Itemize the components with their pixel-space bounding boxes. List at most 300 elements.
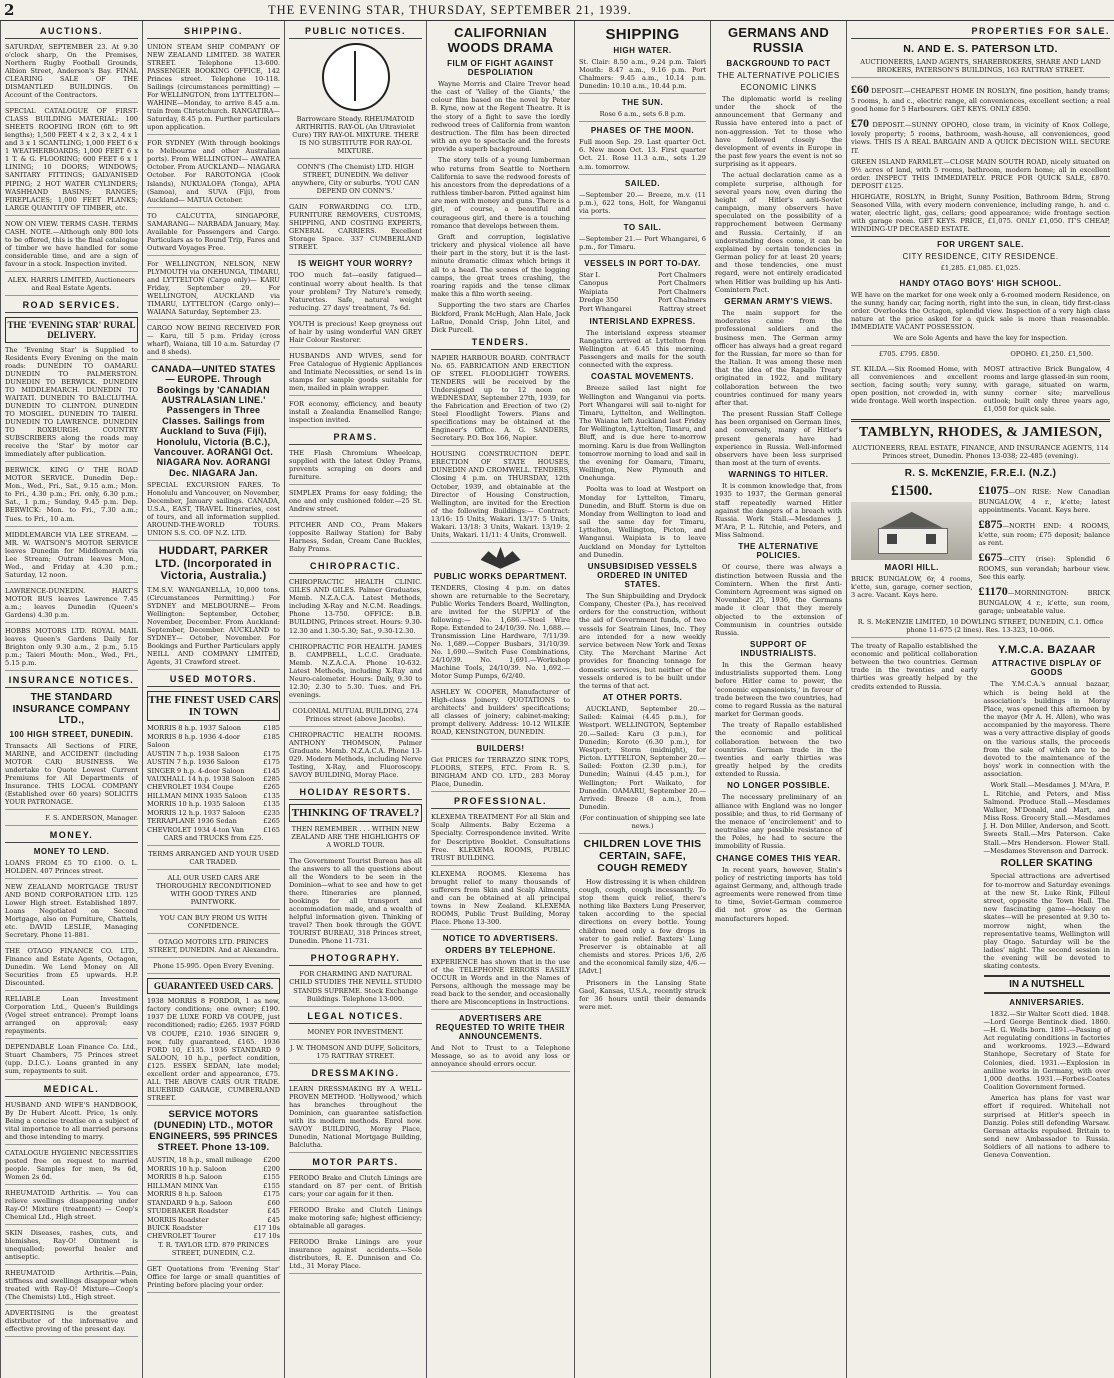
- no-longer-heading: NO LONGER POSSIBLE.: [727, 781, 830, 791]
- moon-phases: Full moon Sep. 29. Last quarter Oct. 6. New moon Oct. 13. First quarter Oct. 21. Rose 11.3 a.m., sets 1.29 a.m. tomorrow.: [579, 138, 706, 174]
- otago-motors: OTAGO MOTORS LTD. PRINCES STREET, DUNEDIN. And at Alexandra.: [147, 938, 280, 958]
- used-car-row-label: MORRIS 8 h.p. Saloon: [147, 1190, 223, 1199]
- simplex-ad: SIMPLEX Prams for easy folding; the one and only cushioned folder.—25 St. Andrew street.: [289, 489, 422, 517]
- vessels-list: [579, 271, 706, 314]
- article-title-woods[interactable]: CALIFORNIAN WOODS DRAMA: [447, 25, 554, 55]
- money-investment: MONEY FOR INVESTMENT.: [289, 1028, 422, 1040]
- thinking-travel: THINKING OF TRAVEL?: [289, 804, 422, 822]
- dependable-loan-ad: DEPENDABLE Loan Finance Co. Ltd., Stuart Chambers, 75 Princes street (upp. D.I.C.). Loans granted in any sum, repayments to suit.: [5, 1043, 138, 1079]
- vessel-row: [579, 305, 706, 314]
- section-professional: PROFESSIONAL.: [431, 796, 570, 809]
- used-car-row-value: £175: [263, 749, 280, 758]
- column-5: [574, 21, 710, 1378]
- colonial-mutual: COLONIAL MUTUAL BUILDING, 274 Princes street (above Jacobs).: [289, 707, 422, 727]
- used-car-row-value: £155: [263, 1181, 280, 1190]
- mckenzie-ltd: R. S. McKENZIE LIMITED, 10 DOWLING STREET, DUNEDIN, C.1. Office phone 11-675 (2 lines). Res. 13-323, 10-066.: [851, 618, 1110, 638]
- used-car-row-value: £17 10s: [253, 1232, 280, 1241]
- to-sail-list: —September 21.— Port Whangarei, 6 p.m., for Timaru.: [579, 235, 706, 255]
- used-car-row-label: MORRIS 8 h.p. Saloon: [147, 1173, 223, 1182]
- hobbs-motors: HOBBS MOTORS LTD. ROYAL MAIL leaves Queen's Gardens Daily for Brighton only 9.30 a.m., 2 p.m., 5.15 p.m.; Taieri Mouth: Mon., Wed., Fri., 5.15 p.m.: [5, 627, 138, 671]
- used-car-row: [147, 809, 280, 817]
- used-car-row-label: HILLMAN MINX 1935 Saloon: [147, 791, 248, 800]
- catalogue-ad: CATALOGUE HYGIENIC NECESSITIES posted free on request to married people. Samples for men, 9s 6d, Women 2s 6d.: [5, 1149, 138, 1185]
- sun-heading: THE SUN.: [621, 98, 664, 108]
- ferodo-ad-3: FERODO Brake Linings are your insurance against accidents.—Sole distributors, R. E. Dunnison and Co. Ltd., 31 Moray Place.: [289, 1238, 422, 1274]
- article-paragraph: Graft and corruption, legislative trickery and physical violence all have their part in the story, but it is the last-minute dramatic climax which brings it all to a head. The scenes of the logging camps, the great trees crashing, the roaring rapids and the tense climax make this a film worth seeing.: [431, 232, 570, 299]
- loans-ad: LOANS FROM £5 TO £100. O. L. HOLDEN. 407 Princes street.: [5, 859, 138, 879]
- used-car-row: [147, 783, 280, 791]
- other-ports-heading: AT OTHER PORTS.: [602, 693, 683, 703]
- high-water-heading: HIGH WATER.: [613, 46, 672, 56]
- rayol-ad: Barrowcare Steady. RHEUMATOID ARTHRITIS. RAY-OL (An Ultraviolet Cure) TRY RAY-OL MIXTURE. THERE IS NO SUBSTITUTE FOR RAY-OL MIXTURE.: [289, 115, 422, 159]
- used-car-row: [147, 792, 280, 800]
- money-to-lend: MONEY TO LEND.: [33, 846, 110, 856]
- property-description: DEPOSIT.—CHEAPEST HOME IN ROSLYN, fine position, handy trams; 5 rooms, h. and c., electric range, all conveniences, excellent section; a real good home for 5 Harbourers. GET KEYS. ONLY £850.: [851, 87, 1110, 113]
- vessel-row: [579, 288, 706, 297]
- nutshell-banner: IN A NUTSHELL: [984, 975, 1111, 994]
- used-car-row-value: £145: [263, 766, 280, 775]
- used-car-row-value: £265: [263, 783, 280, 792]
- vessel-row: [579, 271, 706, 280]
- chiropractic-giles: CHIROPRACTIC HEALTH CLINIC. GILES AND GILES. Palmer Graduates, Memb. N.Z.A.C.A. Latest Methods, including X-Ray and N.C.M. Readings. Phone 13-750. OFFICE: B.B. BUILDING, Princes street. Hours: 9.30-12.30 and 1.30-5.30; Sat., 9.30-12.30.: [289, 578, 422, 638]
- used-car-row: [147, 1156, 280, 1164]
- section-medical: MEDICAL.: [5, 1084, 138, 1097]
- article-paragraph: It is common knowledge that, from 1935 to 1937, the German general staff repeatedly warned Hitler against the dangers of a breach with Russia. Work Stall.—Mesdames J. M'Ara, P. L. Ritchie, and Peters, and Miss Salmond.: [715, 482, 842, 540]
- finest-used-cars: THE FINEST USED CARS IN TOWN: [147, 691, 280, 721]
- canada-heading: CANADA—UNITED STATES— EUROPE. Through Bookings by 'CANADIAN AUSTRALASIAN LINE.' Passengers in Three Classes. Sailings from Auckland to Suva (Fiji), Honolulu, Victoria (B.C.), Vancouver. AORANGI Oct. NIAGARA Nov. AORANGI Dec. NIAGARA Jan.: [151, 364, 276, 478]
- vessel-row: [579, 279, 706, 288]
- auctioneer: ALEX. HARRIS LIMITED, Auctioneers and Real Estate Agents.: [5, 276, 138, 296]
- used-car-row-label: CHEVROLET 1934 Coupe: [147, 783, 234, 792]
- used-car-row: [147, 1190, 280, 1198]
- article-paragraph: The story tells of a young lumberman who returns from Seattle to Northern California to save the redwood forests of his ancestors from the depredations of a ruthless timber-baron. Pitted against him are men with money and guns. There is a girl, of course, a beautiful and courageous girl, and there is a touching romance that develops between them.: [431, 156, 570, 230]
- green-island-listing: GREEN ISLAND FARMLET.—CLOSE MAIN SOUTH ROAD, nicely situated on 9½ acres of land, with 5 rooms, bathroom, modern home; all in excellent order. INSPECT THIS IMMEDIATELY. PRICE FOR QUICK SALE, £870. DEPOSIT £125.: [851, 157, 1110, 190]
- property-listing: [978, 550, 1110, 581]
- pwd-caption: PUBLIC WORKS DEPARTMENT.: [433, 571, 568, 581]
- city-residence: CITY RESIDENCE, CITY RESIDENCE.: [902, 251, 1059, 261]
- masthead: [0, 0, 1114, 21]
- vessel-row-label: Star I.: [579, 270, 601, 279]
- highgate-listing: HIGHGATE, ROSLYN, in Bright, Sunny Position, Bathroom Bdrm, Strong Seasoned Villa, with every modern convenience, including range, h. and c. water, electric light, gas, cellars; good appearance; wide frontage section with garage room. GET KEYS. PRICE, £1,075. ONLY £1,050. IT'S CHEAP, WINDING-UP DECEASED ESTATE.: [851, 192, 1110, 233]
- used-cars-list: [147, 724, 280, 834]
- notice-advertisers: NOTICE TO ADVERTISERS.: [442, 933, 559, 943]
- economy-ad: FOR economy, efficiency, and beauty install a Zealandia Enamelled Range; inspection invited.: [289, 400, 422, 428]
- section-public-notices: PUBLIC NOTICES.: [289, 26, 422, 39]
- used-car-row: [147, 817, 280, 825]
- vessel-row-value: Port Chalmers: [657, 296, 706, 305]
- klexema-ad-2: KLEXEMA ROOMS. Klexema has brought relief to many thousands of sufferers from Skin and Scalp Ailments, and can be obtained at all principal towns in New Zealand. KLEXEMA ROOMS, Public Trust Building, Moray Place. Phone 13-300.: [431, 870, 570, 930]
- used-car-row-label: BUICK Roadster: [147, 1223, 203, 1232]
- change-heading: CHANGE COMES THIS YEAR.: [716, 853, 841, 863]
- lower-left: [851, 642, 978, 1163]
- chiropractic-thomson: CHIROPRACTIC HEALTH ROOMS. ANTHONY THOMSON, Palmer Graduate. Memb. N.Z.A.C.A. Phone 13-029. Modern Methods, including Nerve Testing, X-Ray, and Fluoroscopy. SAVOY BUILDING, Moray Place.: [289, 731, 422, 783]
- section-holiday-resorts: HOLIDAY RESORTS.: [289, 787, 422, 800]
- lawrence-service: LAWRENCE-DUNEDIN. HART'S MOTOR BUS leaves Lawrence 7.45 a.m.; leaves Dunedin (Queen's Gardens) 4.30 p.m.: [5, 587, 138, 623]
- rheumatoid-ad: RHEUMATOID Arthritis. — You can relieve swellings disappearing under Ray-O! Mixture (treatment) — Coop's Chemical Ltd., High street.: [5, 1189, 138, 1225]
- orders-telephone: ORDERS BY TELEPHONE.: [445, 945, 556, 955]
- used-car-row: [147, 1165, 280, 1173]
- article-title-germans[interactable]: GERMANS AND RUSSIA: [727, 25, 830, 55]
- property-price: £1075: [978, 482, 1009, 497]
- unsubsidised-heading: UNSUBSIDISED VESSELS ORDERED IN UNITED STATES.: [587, 561, 698, 589]
- used-car-row-value: £45: [267, 1215, 280, 1224]
- property-listing: [978, 483, 1110, 514]
- rural-delivery: The 'Evening Star' is Supplied to Residents Every Evening on the main roads: DUNEDIN TO OAMARU. DUNEDIN TO PALMERSTON. DUNEDIN TO BERWICK. DUNEDIN TO MIDDLEMARCH. DUNEDIN TO WAITATI. DUNEDIN TO BALCLUTHA. DUNEDIN TO CLINTON. DUNEDIN TO MOSGIEL. DUNEDIN TO TAIERI. DUNEDIN TO LAWRENCE. DUNEDIN TO ROXBURGH. COUNTRY SUBSCRIBERS along the roads may receive the 'Star' by motor car immediately after publication.: [5, 346, 138, 462]
- used-car-row-value: £200: [263, 1164, 280, 1173]
- anniversaries-text: 1832.—Sir Walter Scott died. 1848.—Lord George Bentinck died. 1860.—H. G. Wells born. 1891.—Passing of Act regulating conditions in factories and workrooms. 1923.—Edward Stanhope, Secretary of State for Colonies, died. 1931.—Explosion in aniline works in Germany, with over 1,000 deaths. 1931.—Forbes-Coates Coalition Government formed.: [983, 1009, 1110, 1092]
- used-car-row-label: MORRIS 8 h.p. 1937 Saloon: [147, 724, 241, 733]
- pwd-tender: TENDERS, Closing 4 p.m. on dates shown are returnable to the Secretary, Public Works Tenders Board, Wellington, are invited for the SUPPLY of the following:— No. 1,686.—Steel Wire Rope. Extended to 24/10/39. No. 1,688.—Transmission Line Hardware, 7/11/39. No. 1,689.—Copper Busbars, 31/10/39. No. 1,690.—Switch Fuse Combinations, 24/10/39. No. 1,691.—Workshop Machine Tools, 24/10/39. No. 1,692.—Motor Sump Pumps, 6/2/40.: [431, 584, 570, 684]
- tamblyn-heading: TAMBLYN, RHODES, & JAMIESON,: [858, 425, 1103, 441]
- used-car-row-value: £185: [263, 724, 280, 733]
- article-paragraph: Of course, there was always a distinction between Russia and the Comintern. When the first Anti-Comintern Agreement was signed on November 25, 1936, the Germans made it clear that they merely objected to the extension of Communism in countries outside Russia.: [715, 563, 842, 637]
- price-columns: [851, 350, 1110, 365]
- used-car-row-label: AUSTIN 7 h.p. 1936 Saloon: [147, 758, 240, 767]
- opoho-right: OPOHO. £1,250. £1,500.: [1010, 350, 1094, 359]
- notice-emblem-image: [322, 43, 390, 111]
- handbook-ad: HUSBAND AND WIFE'S HANDBOOK, By Dr Hubert Alcott. Price, 1s only. Being a concise treatise on a subject of vital importance to all married persons and those intending to marry.: [5, 1101, 138, 1145]
- reliable-loan-ad: RELIABLE Loan Investment Corporation Ltd., Queen's Buildings (Vogel street entrance). Prompt loans arranged on approval; easy repayments.: [5, 995, 138, 1039]
- section-motor-parts: MOTOR PARTS.: [289, 1157, 422, 1170]
- column-1: [0, 21, 142, 1378]
- masthead-title: THE EVENING STAR, THURSDAY, SEPTEMBER 21, 1939.: [268, 3, 632, 17]
- weight-worry-heading: IS WEIGHT YOUR WORRY?: [298, 259, 413, 269]
- vessel-row-label: Canopus: [579, 279, 609, 288]
- moon-heading: PHASES OF THE MOON.: [590, 126, 695, 136]
- builders-heading: BUILDERS!: [476, 744, 525, 754]
- used-car-row-value: £200: [263, 1156, 280, 1165]
- advertising-ad: ADVERTISING is the greatest distributor of the informative and effective proving of the present day.: [5, 1309, 138, 1337]
- vessels-heading: VESSELS IN PORT TO-DAY.: [584, 258, 701, 268]
- used-car-row: [147, 758, 280, 766]
- prisoners-text: Prisoners in the Lansing State Gaol, Kansas, U.S.A., recently struck for 36 hours until their demands were met.: [579, 978, 706, 1012]
- guaranteed-cars: 1938 MORRIS 8 FORDOR, 1 as new, factory conditions; one owner; £190. 1937 DE LUXE FORD V8 COUPE, just reconditioned; radio; £265. 1937 FORD V8 COUPE, £210. 1936 SINGER 9, new, fully guaranteed, £165. 1936 FORD 10, £135. 1936 STANDARD 9 SALOON, 10 h.p., perfect condition, £125. ESSEX SEDAN, late model; excellent order and appearance, £75. ALL THE ABOVE CARS OUR TRADE. BLUEBIRD GARAGE, CUMBERLAND STREET.: [147, 997, 280, 1105]
- ferodo-ad-1: FERODO Brake and Clutch Linings are standard on 87 per cent. of British cars; your car again for it then.: [289, 1174, 422, 1202]
- section-photography: PHOTOGRAPHY.: [289, 953, 422, 966]
- ymca-paragraph: The Y.M.C.A.'s annual bazaar, which is being held at the association's buildings in Moray Place, was opened this afternoon by the mayor (Mr A. H. Allen), who was accompanied by the mayoress. There was a very attractive display of goods on the various stalls, the proceeds from the sale of which are to be devoted to the maintenance of the boys' work in connection with the association.: [983, 680, 1110, 779]
- article-subtitle-pact: BACKGROUND TO PACT: [726, 58, 831, 68]
- youth-ad: YOUTH is precious! Keep greyness out of hair by using wonderful VAN GREY Hair Colour Restorer.: [289, 320, 422, 348]
- used-car-row-label: SINGER 9 h.p. 4-door Saloon: [147, 766, 245, 775]
- ferodo-ad-2: FERODO Brake and Clutch Linings make motoring safe; highest efficiency; obtainable all garages.: [289, 1206, 422, 1234]
- used-car-row-value: £265: [263, 817, 280, 826]
- otago-finance-ad: THE OTAGO FINANCE CO. LTD., Finance and Estate Agents, Octagon, Dunedin. We Lend Money on All Securities from £5 upwards. H.P. Discounted.: [5, 947, 138, 991]
- cars-trucks: CARS and TRUCKS from £25.: [147, 834, 280, 846]
- ymca-subtitle: ATTRACTIVE DISPLAY OF GOODS: [991, 659, 1102, 678]
- section-dressmaking: DRESSMAKING.: [289, 1068, 422, 1081]
- ymca-title[interactable]: Y.M.C.A. BAZAAR: [998, 643, 1096, 656]
- urgent-sale-heading: FOR URGENT SALE.: [937, 239, 1024, 249]
- advertisers-requested: ADVERTISERS ARE REQUESTED TO WRITE THEIR ANNOUNCEMENTS.: [435, 1014, 566, 1041]
- to-sail-heading: TO SAIL.: [623, 222, 662, 232]
- insurance-signature: F. S. ANDERSON, Manager.: [5, 814, 138, 826]
- used-car-row: [147, 1173, 280, 1181]
- vessel-row-value: Port Chalmers: [657, 270, 706, 279]
- column-4: [426, 21, 574, 1378]
- nutshell-text: America has plans for vast war effort if required. Whitehall not surprised at Hitler's speech in Danzig. Poles still defending Warsaw. German attacks repulsed. Britain to send new Ambassador to Russia. Soldiers of all nations to adhere to Geneva Convention.: [983, 1094, 1110, 1160]
- article-paragraph: The necessary preliminary of an alliance with England was no longer possible; and thus, to rid Germany of the menace of 'encirclement' and to neutralise any possible resistance of the Poles, he had to secure the immobility of Russia.: [715, 793, 842, 851]
- used-car-row-value: £135: [263, 791, 280, 800]
- housing-tender: HOUSING CONSTRUCTION DEPT. ERECTION OF STATE HOUSES, DUNEDIN AND CROMWELL. TENDERS, Closing 4 p.m. on THURSDAY, 12th October, 1939, and obtainable at the Director of Housing Construction, Wellington, are invited for the Erection of the following Buildings:— Contract: 13/16: 15 Units, Wakari. 13/17: 5 Units, Wakari. 13/18: 3 Units, Wakari. 13/19: 2 Units, Wakari. 11/11: 4 Units, Cromwell.: [431, 450, 570, 542]
- nz-mortgage-ad: NEW ZEALAND MORTGAGE TRUST AND BOND CORPORATION LTD. 125 Lower High street. Established 1897. Loans Negotiated on Second Mortgage, also on Furniture, Chattels, etc. DAVID LESLIE, Managing Secretary. Phone 11-881.: [5, 883, 138, 943]
- unsubsidised-text: The Sun Shipbuilding and Drydock Company, Chester (Pa.), has received orders for the construction, without the aid of Government funds, of two vessels for Seatrain Lines, Inc. They are intended for a new weekly service between New York and Texas City. The Merchant Marine Act provides for financing tonnage for domestic services, but neither of the vessels ordered is to be built under the terms of that act.: [579, 591, 706, 690]
- german-army-heading: GERMAN ARMY'S VIEWS.: [724, 297, 833, 306]
- interisland-heading: INTERISLAND EXPRESS.: [589, 316, 696, 326]
- lower-columns: [851, 642, 1110, 1163]
- wanganella-ad: T.M.S.V. WANGANELLA, 10,000 tons. (Circumstances Permitting.) For SYDNEY and MELBOURNE— From Wellington: September, October, November, December. From Auckland: September, December. AUCKLAND to SYDNEY— October, November. For Bookings and Further Particulars apply NEILL AND COMPANY LIMITED, Agents, 31 Crawford street.: [147, 586, 280, 670]
- tamblyn-sub: AUCTIONEERS, REAL ESTATE, FINANCE, AND INSURANCE AGENTS, 114 Princes street, Dunedin. Phones 13-038; 22-485 (evening).: [851, 444, 1110, 464]
- property-listing: [978, 517, 1110, 548]
- used-car-row: [147, 724, 280, 732]
- vessel-row-label: Dredge 350: [579, 296, 619, 305]
- used-car-row: [147, 775, 280, 783]
- coastal-heading: COASTAL MOVEMENTS.: [591, 372, 694, 382]
- used-car-row: [147, 1182, 280, 1190]
- mckenzie-listings: [851, 483, 1110, 618]
- used-car-row: [147, 733, 280, 750]
- nevill-studio-ad: FOR CHARMING AND NATURAL CHILD STUDIES THE NEVILL STUDIO STANDS SUPREME. Stock Exchange Buildings. Telephone 13-000.: [289, 970, 422, 1006]
- klexema-ad: KLEXEMA TREATMENT For all Skin and Scalp Ailments. Baby Eczema a Specialty. Correspondence invited. Write for Descriptive Booklet. Consultations Free. KLEXEMA ROOMS, PUBLIC TRUST BUILDING.: [431, 813, 570, 865]
- column-6: [710, 21, 846, 1378]
- section-shipping: SHIPPING.: [147, 26, 280, 39]
- sailed-heading: SAILED.: [624, 178, 661, 188]
- house-photo: [851, 502, 972, 560]
- continuation-note: (For continuation of shipping see late news.): [579, 814, 706, 834]
- used-car-row-value: £235: [263, 808, 280, 817]
- huddart-parker: HUDDART, PARKER LTD. (Incorporated in Victoria, Australia.): [155, 545, 272, 583]
- skin-ad: SKIN Diseases, rashes, cuts, and blemishes, Ray-O! Ointment is unequalled; powerful healer and antiseptic.: [5, 1229, 138, 1265]
- auction-terms: NOW ON VIEW. TERMS CASH. TERMS CASH. NOTE.—Although only 800 lots to be offered, this is the final catalogue of timber we have handled for some considerable time, and are a sign of favour in a stock. Inspection invited.: [5, 220, 138, 272]
- calcutta-sailings: TO CALCUTTA, SINGAPORE, SAMARANG— NARBADA January, May. Available for Passengers and Cargo. Particulars as to Round Trip, Fares and Outward Voyages Free.: [147, 212, 280, 256]
- used-car-row-label: MORRIS 8 h.p. 1936 4-door Saloon: [147, 732, 240, 750]
- section-tenders: TENDERS.: [431, 337, 570, 350]
- warnings-heading: WARNINGS TO HITLER.: [728, 470, 829, 480]
- roller-paragraph: Special attractions are advertised for to-morrow and Saturday evenings at the new St. Luke Rink, Filleul street, opposite the Town Hall. The new fascinating game—hockey on skates—will be presented at 9.30 to-morrow night, when the representative teams, Wellington will play Otago. Saturday will be the ladies' night. The second session in the evening will be devoted to skating contests.: [983, 872, 1110, 971]
- page-number: 2: [4, 1, 15, 19]
- article-paragraph: The treaty of Rapallo established the economic and political collaboration between the two countries. German trade in the twenties and early thirties was greatly helped by the credits extended to Russia.: [715, 721, 842, 779]
- other-ports-text: AUCKLAND, September 20.—Sailed: Kaimai (4.45 p.m.), for Westport. WELLINGTON, September 20.—Sailed: Karu (3 p.m.), for Dunedin; Koroto (6.30 p.m.), for Westport; Storm (midnight), for Picton. LYTTELTON, September 20.—Sailed: Foxton (2.30 p.m.), for Dunedin; Wainui (4.45 p.m.), for Wellington; Port Waikato, for Dunedin. OAMARU, September 20.—Arrived: Breeze (8 a.m.), from Dunedin.: [579, 705, 706, 812]
- property-listing: [978, 584, 1110, 615]
- vessel-row-value: Port Chalmers: [657, 287, 706, 296]
- used-car-row: [147, 826, 280, 834]
- auction-notice: SATURDAY, SEPTEMBER 23. At 9.30 o'clock sharp, On the Premises, Northern Rugby Football Grounds, Albion Street, Anderson's Bay. FINAL CLEARING SALE OF THE DISMANTLED BUILDINGS. On Account of the Contractors.: [5, 43, 138, 103]
- cough-remedy-title[interactable]: CHILDREN LOVE THIS CERTAIN, SAFE, COUGH REMEDY: [583, 838, 702, 875]
- sun-times: Rose 6 a.m., sets 6.8 p.m.: [579, 110, 706, 122]
- article-paragraph: The actual declaration came as a complete surprise, although for several years now, even during the height of Hitler's anti-Soviet campaign, many observers have speculated on the possibility of a rapprochement between Germany and Russia. Certainly, if an understanding does come, it can be explained by certain tendencies in German policy for at least 20 years; and those tendencies, one must regard, were not entirely eradicated when Hitler was building up his Anti-Comintern Pact.: [715, 171, 842, 294]
- insurance-title: THE STANDARD INSURANCE COMPANY LTD.,: [12, 692, 131, 726]
- column-7: [846, 21, 1114, 1378]
- rheumatoid-ad-2: RHEUMATOID Arthritis.—Pain, stiffness and swellings disappear when treated with Ray-O! Mixture—Coop's (The Chemists) Ltd., High street.: [5, 1269, 138, 1305]
- alternative-heading: THE ALTERNATIVE POLICIES.: [738, 542, 819, 561]
- vessel-row-value: Rattray street: [659, 304, 706, 313]
- confidence-note: YOU CAN BUY FROM US WITH CONFIDENCE.: [147, 914, 280, 934]
- ymca-paragraph: Work Stall.—Mesdames J. M'Ara, P. L. Ritchie, and Peters, and Miss Salmond. Produce Stall.—Mesdames Walker, M'Donald, and Mart, and Miss Ross. Grocery Stall.—Mesdames J. H. Don Miller, Anderson, and Scott. Sweets Stall.—Mrs Paterson. Cake Stall.—Mrs Henderson. Flower Stall.—Mesdames Stevenson and Darrock.: [983, 781, 1110, 855]
- used-car-row-value: £175: [263, 758, 280, 767]
- sailed-list: —September 20.— Breeze, m.v. (11 p.m.), 622 tons, Holt, for Wanganui via ports.: [579, 191, 706, 219]
- coastal-text-2: Poolta was to load at Westport on Monday for Lyttelton, Timaru, Dunedin, and Bluff. Storm is due on Monday from Wellington to load and sail the same day for Timaru, Lyttelton, Wellington, Picton, and Wanganui. Waipiata is to leave Auckland on Monday for Lyttelton and Dunedin.: [579, 485, 706, 559]
- paterson-heading: N. AND E. S. PATERSON LTD.: [903, 43, 1058, 55]
- berwick-service: BERWICK. KING O' THE ROAD MOTOR SERVICE. Dunedin Dep.: Mon., Wed., Fri., Sat., 9.15 a.m.; Mon. to Fri., 4.30 p.m.; Fri. only, 6.30 p.m.; Sat., 1 p.m.; Sunday, 9.45 p.m. Dep. BERWICK: Mon. to Fri., 7.30 a.m.; Tues. to Fri., 10 a.m.: [5, 466, 138, 526]
- terms-arranged: TERMS ARRANGED AND YOUR USED CAR TRADED.: [147, 850, 280, 870]
- two-listings: [851, 365, 1110, 416]
- experience-notice: EXPERIENCE has shown that in the use of the TELEPHONE ERRORS EASILY OCCUR in Words and in the Names of Persons, although the message may be read back to the sender, and occasionally there are Misconceptions in Instructions.: [431, 958, 570, 1010]
- used-car-row: [147, 750, 280, 758]
- insurance-address: 100 HIGH STREET, DUNEDIN.: [9, 729, 134, 739]
- section-used-motors: USED MOTORS.: [147, 674, 280, 687]
- maori-hill: MAORI HILL.: [884, 562, 939, 572]
- used-car-row: [147, 1216, 280, 1224]
- paterson-sub: AUCTIONEERS, LAND AGENTS, SHAREBROKERS, SHARE AND LAND BROKERS, PATERSON'S BUILDINGS, 163 RATTRAY STREET.: [851, 58, 1110, 78]
- property-price: £60: [851, 82, 869, 97]
- article-subtitle-woods: FILM OF FIGHT AGAINST DESPOLIATION: [447, 58, 554, 77]
- sydney-sailings: FOR SYDNEY (With through bookings to Melbourne and other Australian ports). From WELLINGTON— AWATEA October. From AUCKLAND— NIAGARA October. For RAROTONGA (Cook Islands), NUKUALOFA (Tonga), APIA (Samoa), and SUVA (Fiji), from Auckland— MATUA October.: [147, 139, 280, 207]
- st-kilda-listing: ST. KILDA.—Six Roomed Home, with all conveniences and excellent section, facing south; very sunny, open position, not crowded in, with wide frontage. Well worth inspection.: [851, 365, 978, 406]
- used-car-row: [147, 1207, 280, 1215]
- shipping-title: SHIPPING: [605, 26, 680, 43]
- crest-icon: [481, 547, 521, 569]
- weight-worry-ad: TOO much fat—easily fatigued—continual worry about health. Is that your problem? Try Nature's remedy, Naturettes. Safe, natural weight reducing. 27 days' treatment, 7s 6d.: [289, 271, 422, 315]
- section-chiropractic: CHIROPRACTIC.: [289, 561, 422, 574]
- gain-forwarding-ad: GAIN FORWARDING CO. LTD., FURNITURE REMOVERS, CUSTOMS, SHIPPING, AND COSTING EXPERTS, GENERAL CARRIERS. Excellent Storage Space. 337 CUMBERLAND STREET.: [289, 203, 422, 255]
- telephone-notice: And Not to Trust to a Telephone Message, so as to avoid any loss or annoyance should errors occur.: [431, 1044, 570, 1072]
- property-listing: [851, 82, 1110, 113]
- excursion-ad: SPECIAL EXCURSION FARES. To Honolulu and Vancouver, on November, December, January sailings. CANADA, U.S.A., EAST, TRAVEL Itineraries, cost of tours, and all information supplied. AROUND-THE-WORLD TOURS. UNION S.S. CO. OF N.Z. LTD.: [147, 481, 280, 541]
- property-description: —ON RISE: New Canadian BUNGALOW, 4 r., k'ette; latest appointments. Vacant. Keys here.: [978, 487, 1110, 514]
- article-sub-2: THE ALTERNATIVE POLICIES: [717, 70, 840, 80]
- otago-high-heading: HANDY OTAGO BOYS' HIGH SCHOOL.: [899, 278, 1062, 288]
- printing-quote-ad: GET Quotations from 'Evening Star' Office for large or small quantities of Printing before placing your order.: [147, 1265, 280, 1293]
- ashley-cooper-ad: ASHLEY W. COOPER, Manufacturer of High-class Joinery. QUOTATIONS to architects' and builders' specifications; all classes of joinery; cabinet-making; prompt delivery. Address: 10-12 WILKIE ROAD, KENSINGTON, DUNEDIN.: [431, 688, 570, 740]
- brick-bungalow-listing: MOST attractive Brick Bungalow, 4 rooms and large glassed-in sun room, with garage, situated on warm, sunny corner site; marvellous outlook; built only three years ago, £1,050 for quick sale.: [983, 365, 1110, 414]
- used-car-row-label: STUDEBAKER Roadster: [147, 1207, 229, 1216]
- cargo-notice: CARGO NOW BEING RECEIVED FOR— Karu, till 5 p.m. Friday (cross wharf), Waiana, till 10 a.m. Saturday (7 and 8 sheds).: [147, 324, 280, 360]
- pitcher-ad: PITCHER AND CO., Pram Makers (opposite Railway Station) for Baby Harness, Sedan, Cream Cane Buckles, Baby Prams.: [289, 521, 422, 557]
- property-description: —CITY (rise): Splendid 6 ROOMS, sun verandah; harbour view. See this early.: [978, 555, 1110, 581]
- high-water: St. Clair: 8.50 a.m., 9.24 p.m. Taieri Mouth: 8.47 a.m., 9.16 p.m. Port Chalmers: 9.45 a.m., 10.14 p.m. Dunedin: 10.10 a.m., 10.44 p.m.: [579, 58, 706, 94]
- used-car-row-value: £45: [267, 1207, 280, 1216]
- brick-listing: BRICK BUNGALOW, 6r, 4 rooms, k'ette, sun, garage, corner section, 3 acre. Vacant. Keys here.: [851, 574, 973, 599]
- property-price: £675: [978, 550, 1003, 565]
- insurance-body: Transacts All Sections of FIRE, MARINE, and ACCIDENT (including MOTOR CAR) BUSINESS. We undertake to Quote Lowest Current Premiums for All Departments of Insurance. THIS LOCAL COMPANY (Established over 60 years) SOLICITS YOUR PATRONAGE.: [5, 742, 138, 810]
- used-car-row-value: £165: [263, 825, 280, 834]
- used-car-row-label: AUSTIN 7 h.p. 1938 Saloon: [147, 749, 240, 758]
- union-steamship-ad: UNION STEAM SHIP COMPANY OF NEW ZEALAND LIMITED. 38 WATER STREET. Telephone 13-600. PASSENGER BOOKING OFFICE, 142 Princes street. Telephone 10-118. Sailings (circumstances permitting) — For WELLINGTON, from LYTTELTON— WAHINE—Monday, to arrive 8.45 a.m. train from Christchurch. RANGATIRA—Saturday, 8.45 p.m. Further particulars upon application.: [147, 43, 280, 135]
- conns-ad: CONN'S (The Chemist) LTD. HIGH STREET, DUNEDIN. We deliver anywhere, City or suburbs. 'YOU CAN DEPEND ON CONN'S.': [289, 163, 422, 199]
- property-description: —NORTH END: 4 ROOMS, k'ette, sun room; £75 deposit; balance as rent.: [978, 521, 1110, 548]
- used-car-row-label: VAUXHALL 14 h.p. 1938 Saloon: [147, 774, 255, 783]
- article-paragraph: Supporting the two stars are Charles Bickford, Frank McHugh, Alan Hale, Jack LaRue, Donald Crisp, John Litel, and Dick Purcell.: [431, 301, 571, 334]
- property-description: —MORNINGTON: BRICK BUNGALOW, 4 r., k'ette, sun room, garage; unbeatable value.: [978, 588, 1110, 615]
- article-paragraph: In recent years, however, Stalin's policy of restricting imports has told against Germany, and, although trade agreements were renewed from time to time, Soviet-German commerce did not grow as the German manufacturers hoped.: [715, 865, 842, 923]
- used-car-row-label: STANDARD 9 h.p. Saloon: [147, 1198, 233, 1207]
- section-money: MONEY.: [5, 830, 138, 843]
- column-3: [284, 21, 426, 1378]
- property-listing: [851, 116, 1110, 155]
- property-price: £875: [978, 516, 1003, 531]
- section-properties: PROPERTIES FOR SALE.: [851, 26, 1110, 39]
- article-paragraph: The present Russian Staff College has been organised on German lines, and conversely, many of Hitler's present generals have had experience in Russia. Well-informed observers have been less surprised than most at the turn of events.: [715, 410, 842, 468]
- thomson-duff: J. W. THOMSON AND DUFF, Solicitors, 175 RATTRAY STREET.: [289, 1044, 422, 1064]
- section-insurance: INSURANCE NOTICES.: [5, 675, 138, 688]
- terrazzo-ad: Get PRICES for TERRAZZO SINK TOPS, FLOORS, STEPS, ETC. From R. S. BINGHAM AND CO. LTD., 283 Moray Place, Dunedin.: [431, 756, 570, 792]
- used-car-row: [147, 800, 280, 808]
- used-car-row: [147, 767, 280, 775]
- taylor-ad: T. R. TAYLOR LTD. 879 PRINCES STREET, DUNEDIN, C.2.: [147, 1241, 280, 1261]
- city-prices: £1,285. £1,085. £1,025.: [940, 263, 1021, 272]
- cough-remedy-text: How distressing it is when children cough, cough, cough incessantly. To stop them quick relief, there's nothing like Baxters Lung Preserver, taken according to the special directions on every bottle. Young children need only a few drops in water to gain relief. Baxters' Lung Preserver is obtainable at all chemists and stores. Prices 1/6, 2/6 and the economical family size, 4/6.—[Advt.]: [579, 877, 706, 976]
- dressmaking-ad: LEARN DRESSMAKING BY A WELL-PROVEN METHOD. 'Hollywood,' which has branches throughout the Dominion, can guarantee satisfaction with its modern methods. Enrol now. SAVOY BUILDING, Moray Place, Dunedin, National Mortgage Building, Balclutha.: [289, 1085, 422, 1153]
- section-auctions: AUCTIONS.: [5, 26, 138, 39]
- mckenzie-left: [851, 483, 972, 618]
- vessel-row-value: Port Chalmers: [657, 279, 706, 288]
- reconditioned-note: ALL OUR USED CARS ARE THOROUGHLY RECONDITIONED WITH GOOD TYRES AND PAINTWORK.: [147, 874, 280, 910]
- used-car-row-label: MORRIS Roadster: [147, 1215, 209, 1224]
- sole-agents: We are Sole Agents and have the key for inspection.: [851, 334, 1110, 346]
- interisland-text: The interisland express steamer Rangatira arrived at Lyttelton from Wellington at 6.45 this morning. Passengers and mails for the south connected with the express.: [579, 328, 706, 370]
- husbands-wives-ad: HUSBANDS AND WIVES, send for Free Catalogue of Hygienic Appliances and Intimate Necessities, or send 1s in stamps for sample goods suitable for men, mailed in plain wrapper.: [289, 352, 422, 396]
- used-car-row-label: HILLMAN MINX Van: [147, 1181, 218, 1190]
- vessel-row-label: Waipiata: [579, 287, 609, 296]
- service-motors: SERVICE MOTORS (DUNEDIN) LTD., MOTOR ENGINEERS, 595 PRINCES STREET. Phone 13-109.: [149, 1108, 278, 1153]
- article-paragraph: The main support for the moderates came from the professional soldiers and the business men. The German army officer has always had a great regard for the Russian, far more so than for the Italian. It was among these men that the idea of the Rapallo Treaty originated in 1922, and military collaboration between the two countries continued for many years after that.: [715, 309, 842, 407]
- property-price: £70: [851, 115, 869, 130]
- used-car-row: [147, 1199, 280, 1207]
- phone-open: Phone 15-995. Open Every Evening.: [147, 962, 280, 974]
- lower-right: [984, 642, 1111, 1163]
- used-car-row: [147, 1232, 280, 1240]
- chiropractic-campbell: CHIROPRACTIC FOR HEALTH. JAMES B. CAMPBELL, L.C.C. Graduate. Memb. N.Z.A.C.A. Phone 10-632. Latest Methods, including X-Ray and Neuro-calometer. Hours: Daily, 9.30 to 12.30; 2.30 to 5.30. Tues. and Fri. evenings.: [289, 643, 422, 703]
- vessel-row-label: Port Whangarei: [579, 304, 632, 313]
- section-prams: PRAMS.: [289, 432, 422, 445]
- article-paragraph: In this the German heavy industrialists supported them. Long before Hitler came to power, the 'economic expansionists,' in favour of trade between the two countries, had come to regard Russia as the natural market for German goods.: [715, 661, 842, 719]
- roller-skating-title[interactable]: ROLLER SKATING: [1000, 857, 1093, 869]
- property-description: DEPOSIT.—SUNNY OPOHO, close tram, in vicinity of Knox College, lovely property; 5 rooms, bathroom, wash-house, all conveniences, good views. THIS IS A REAL BARGAIN AND A QUICK DECISION WILL SECURE IT.: [851, 120, 1110, 155]
- used-car-row-label: MORRIS 10 h.p. 1935 Saloon: [147, 800, 246, 809]
- used-car-row-value: £175: [263, 1190, 280, 1199]
- mckenzie-right: [978, 483, 1110, 618]
- middlemarch-service: MIDDLEMARCH VIA LEE STREAM. — MR. W. WATSON'S MOTOR SERVICE leaves Dunedin for Middlemarch via Lee Stream; Outram leaves Mon., Wed., and Friday at 4.30 p.m.; Saturday, 12 noon.: [5, 531, 138, 583]
- section-legal-notices: LEGAL NOTICES.: [289, 1011, 422, 1024]
- article-paragraph: The treaty of Rapallo established the economic and political collaboration between the two countries. German trade in the twenties and early thirties was greatly helped by the credits extended to Russia.: [851, 641, 978, 691]
- napier-tender: NAPIER HARBOUR BOARD. CONTRACT No. 65. FABRICATION AND ERECTION OF STEEL FLOODLIGHT TOWERS. TENDERS will be received by the Undersigned up to 12 noon on WEDNESDAY, September 27th, 1939, for the Fabrication and Erection of two (2) Steel Floodlight Towers. Plans and specifications may be obtained at the Engineer's Office. A. G. SANDERS, Secretary. P.O. Box 166, Napier.: [431, 354, 570, 446]
- used-car-row-value: £285: [263, 774, 280, 783]
- article-paragraph: Wayne Morris and Claire Trevor head the cast of 'Valley of the Giants,' the colour film based on the novel by Peter B. Kyne, now at the Regent Theatre. It is the story of a fight to save the lordly redwood trees of California from wanton destruction. The film has been directed with an eye to spectacle and the forests provide a superb background.: [431, 79, 570, 154]
- used-car-row-label: MORRIS 10 h.p. Saloon: [147, 1164, 227, 1173]
- anniversaries-heading: ANNIVERSARIES.: [1009, 997, 1085, 1007]
- used-car-row-value: £155: [263, 1173, 280, 1182]
- article-paragraph: The diplomatic world is reeling under the shock of the announcement that Germany and Russia have entered into a pact of non-aggression. Yet to those who have followed closely the development of events in Europe in the past few years the event is not so surprising as it appears.: [715, 94, 842, 169]
- used-car-row-label: CHEVROLET 1934 4-ton Van: [147, 825, 245, 834]
- auction-catalogue: SPECIAL CATALOGUE OF FIRST-CLASS BUILDING MATERIAL: 100 SHEETS ROOFING IRON (6ft to 9ft lengths); 1,500 FEET 4 x 2, 3 x 2, 4 x 1 and 3 x 1 SCANTLING; 1,000 FEET 6 x 1 WEATHERBOARDS; 1,000 FEET 6 x 1 T. & G. FLOORING; 600 FEET 6 x 1 LINING; 10 DOORS; WINDOWS; SANITARY FITTINGS; GALVANISED PIPING; 2 HOT WATER CYLINDERS; WASHHAND BASINS; RANGES; FIREPLACES; 1,000 FEET PLANKS; LARGE QUANTITY OF TIMBER, etc.: [5, 107, 138, 215]
- rural-delivery-title: THE 'EVENING STAR' RURAL DELIVERY.: [5, 317, 138, 343]
- used-car-row: [147, 1224, 280, 1232]
- section-road-services: ROAD SERVICES.: [5, 300, 138, 313]
- prams-ad: THE Flash Chromium Wheelcap, supplied with the latest Oxley Prams, prevents scraping on doors and furniture.: [289, 449, 422, 485]
- used-car-row-label: CHEVROLET Tourer: [147, 1232, 216, 1241]
- mckenzie-heading: R. S. McKENZIE, F.R.E.I. (N.Z.): [904, 468, 1057, 480]
- industrialists-heading: SUPPORT OF INDUSTRIALISTS.: [740, 640, 817, 659]
- otago-high-listing: WE have on the market for one week only a 6-roomed modern Residence, on the sunny, handy car, facing north, right into the sun, in clean, tidy first-class order. Overlooks the Octagon, splendid view. Inspection of a very high class nature at the price asked for a quick sale is more than reasonable. IMMEDIATE VACANT POSSESSION.: [851, 290, 1110, 331]
- used-cars-list-2: [147, 1156, 280, 1240]
- wellington-sailings: For WELLINGTON, NELSON, NEW PLYMOUTH via ONEHUNGA, TIMARU, and LYTTELTON (Cargo only)— KARU Friday, September 29. For WELLINGTON, AUCKLAND via TIMARU, LYTTELTON (Cargo only)— WAIANA Saturday, September 23.: [147, 260, 280, 320]
- price-1500: £1500.: [891, 482, 933, 499]
- used-car-row-value: £60: [267, 1198, 280, 1207]
- opoho-left: £705. £795. £850.: [878, 350, 940, 359]
- tourist-bureau-ad: The Government Tourist Bureau has all the answers to all the questions about all the Wonders to be seen in the Dominion—what to see and how to get there. Itineraries are planned, bookings for all transport and accommodation made, and a wealth of helpful information given. Thinking of travel? Then book through the GOVT. TOURIST BUREAU, 318 Princes street, Dunedin. Phone 11-731.: [289, 857, 422, 949]
- used-car-row-label: TERRAPLANE 1936 Sedan: [147, 817, 237, 826]
- used-car-row-value: £17 10s: [253, 1223, 280, 1232]
- used-car-row-value: £185: [263, 732, 280, 741]
